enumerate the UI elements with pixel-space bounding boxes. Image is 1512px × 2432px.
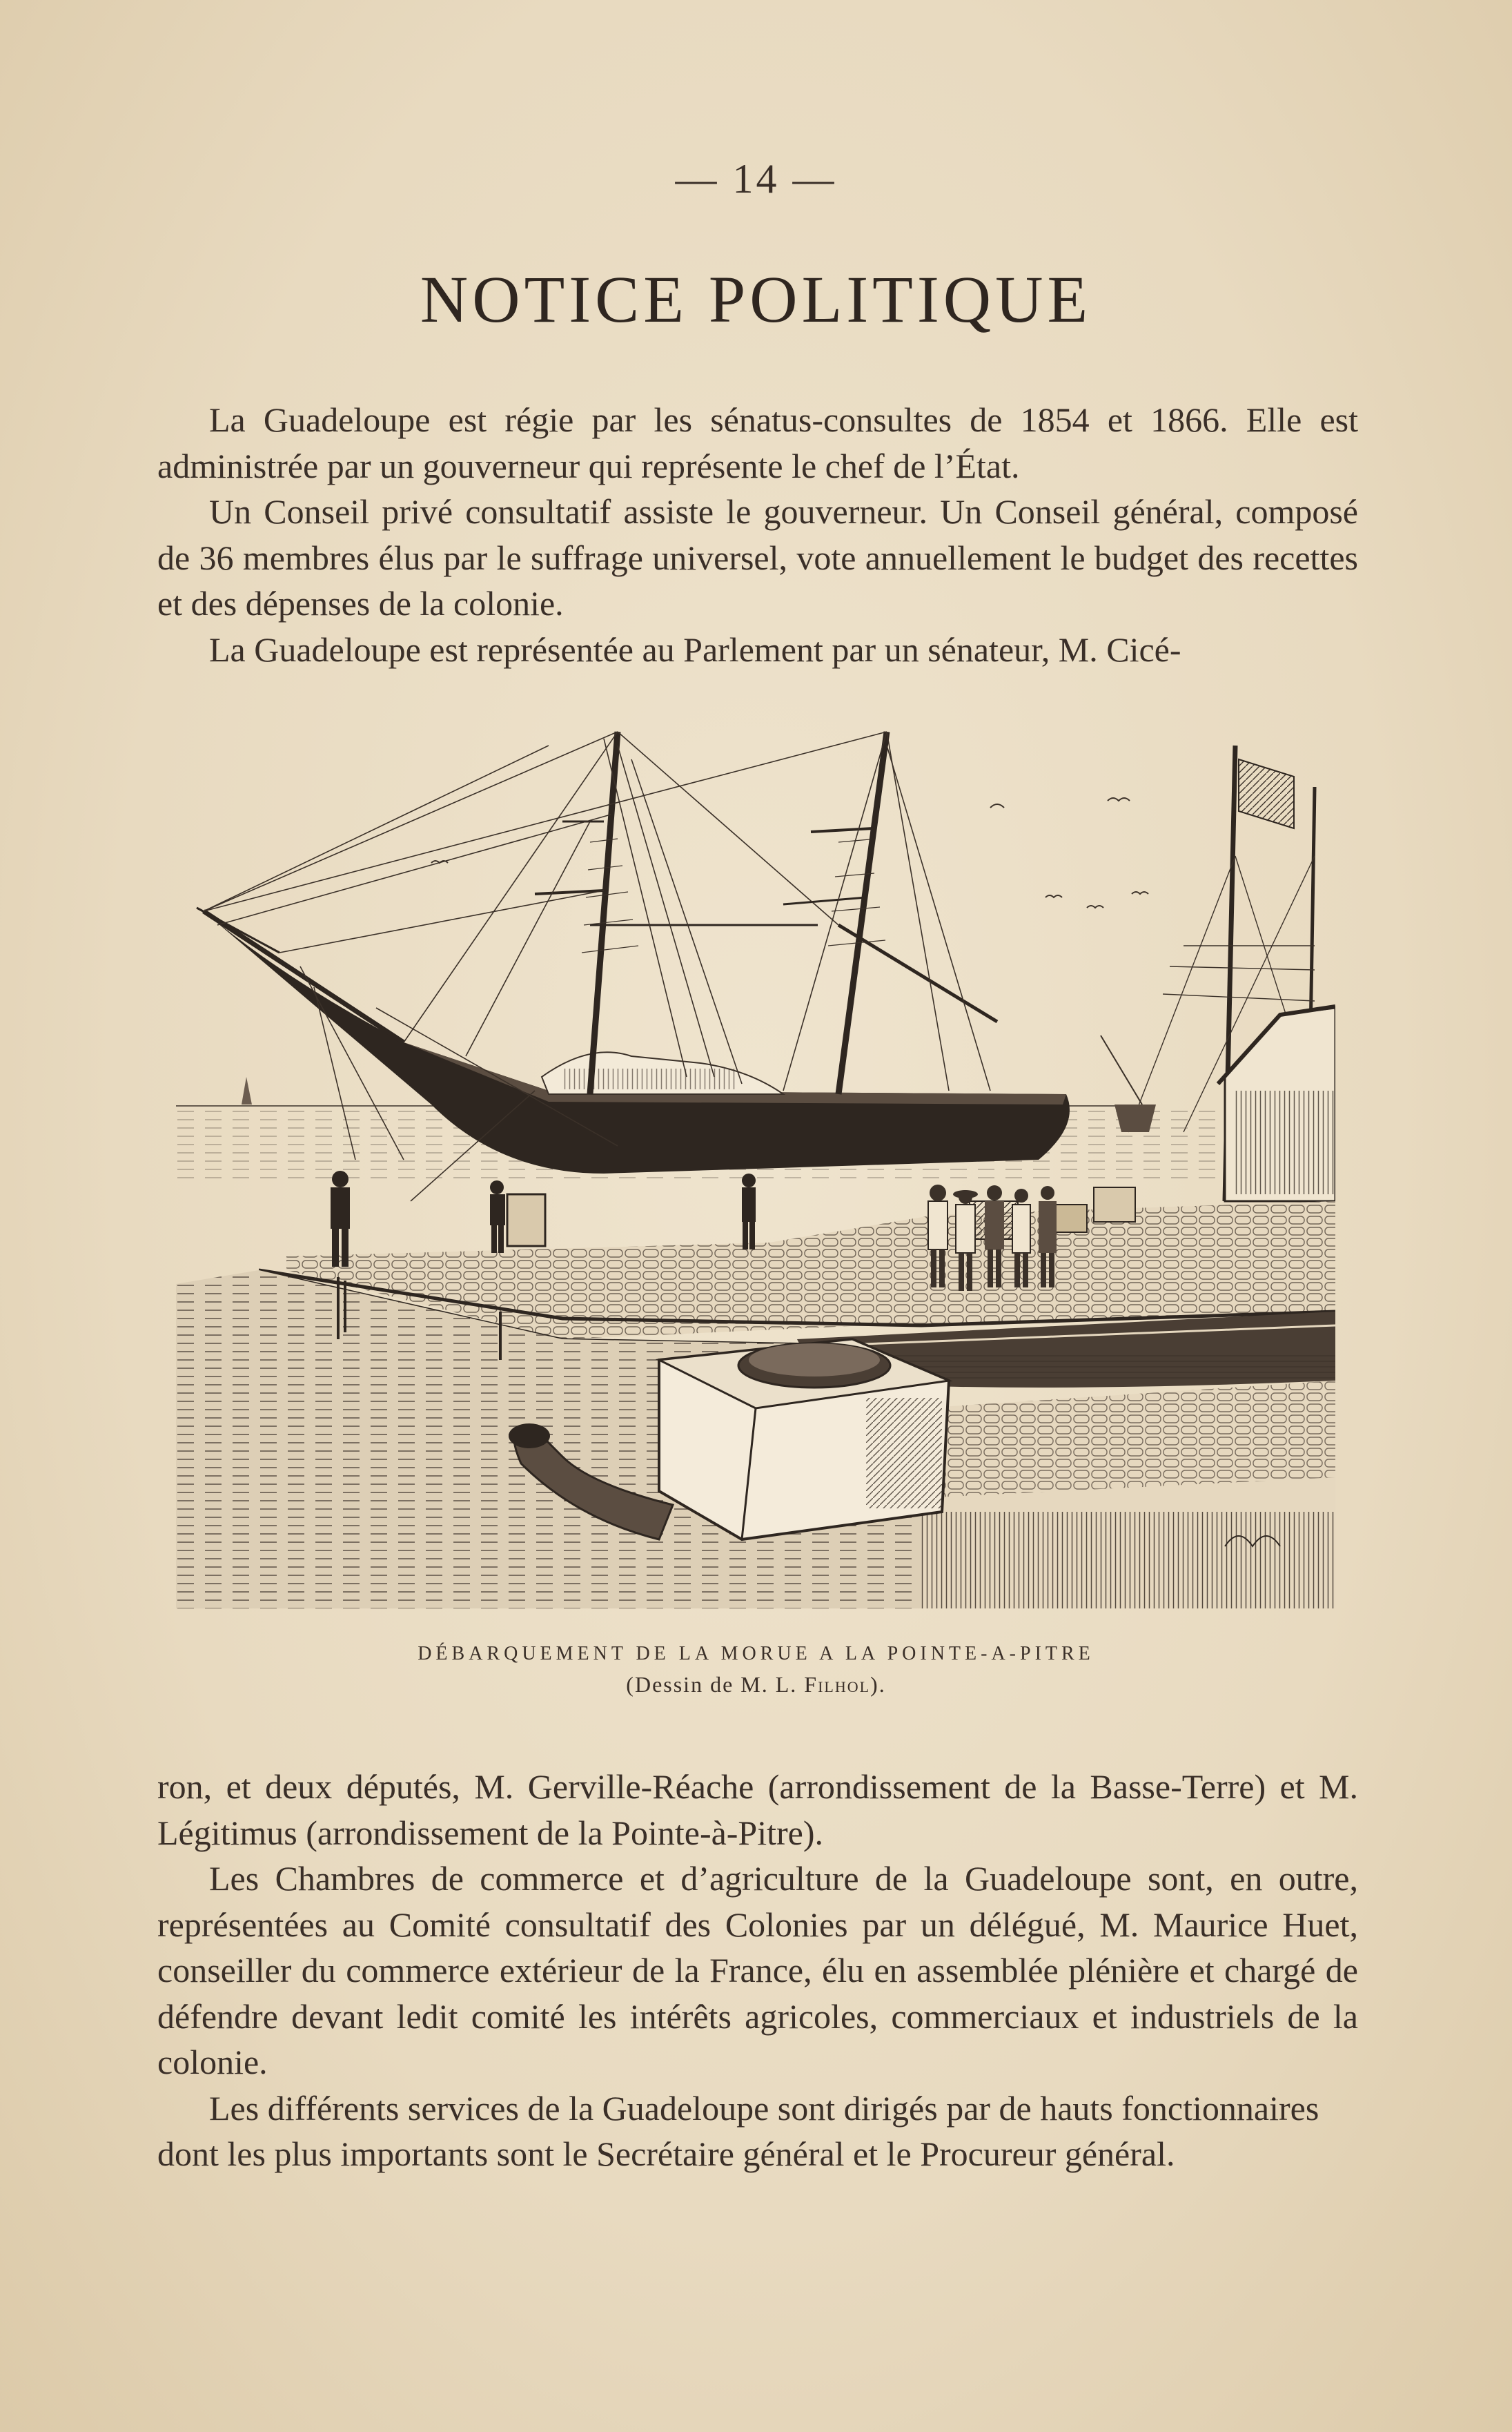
engraving-ship-at-quay [176,718,1335,1608]
figure-credit [0,1672,1512,1697]
figure-caption: DÉBARQUEMENT DE LA MORUE A LA POINTE-A-PITRE [418,1643,1094,1664]
page-number: — 14 — [675,156,837,202]
paragraph: Un Conseil privé consultatif assiste le gouverneur. Un Conseil général, composé de 36 membres élus par le suffrage universel, vote annuellement le budget des recettes et des dépenses de la colonie. [157,492,1358,623]
paragraph: La Guadeloupe est représentée au Parlement par un sénateur, M. Cicé- [209,630,1181,669]
text-block-bottom [157,1764,1358,2177]
paragraph: Les différents services de la Guadeloupe sont dirigés par de hauts fonctionnaires dont les plus importants sont le Secrétaire général et le Procureur général. [157,2088,1319,2173]
paragraph: Les Chambres de commerce et d’agriculture de la Guadeloupe sont, en outre, représentées au Comité consultatif des Colonies par un délégué, M. Maurice Huet, conseiller du commerce extérieur de la France, élu en assemblée plénière et chargé de défendre devant ledit comité les intérêts agricoles, commerciaux et industriels de la colonie. [157,1859,1358,2081]
credit-prefix: (Dessin de M. L. [626,1672,805,1697]
engraving-illustration [176,718,1335,1608]
paragraph: ron, et deux députés, M. Gerville-Réache (arrondissement de la Basse-Terre) et M. Légitimus (arrondissement de la Pointe-à-Pitre). [157,1767,1358,1852]
credit-suffix: ). [870,1672,886,1697]
credit-name: Filhol [804,1672,871,1697]
paragraph: La Guadeloupe est régie par les sénatus-consultes de 1854 et 1866. Elle est administrée par un gouverneur qui représente le chef de l’État. [157,400,1358,485]
page-title: NOTICE POLITIQUE [420,262,1092,336]
text-block-top [157,397,1358,672]
